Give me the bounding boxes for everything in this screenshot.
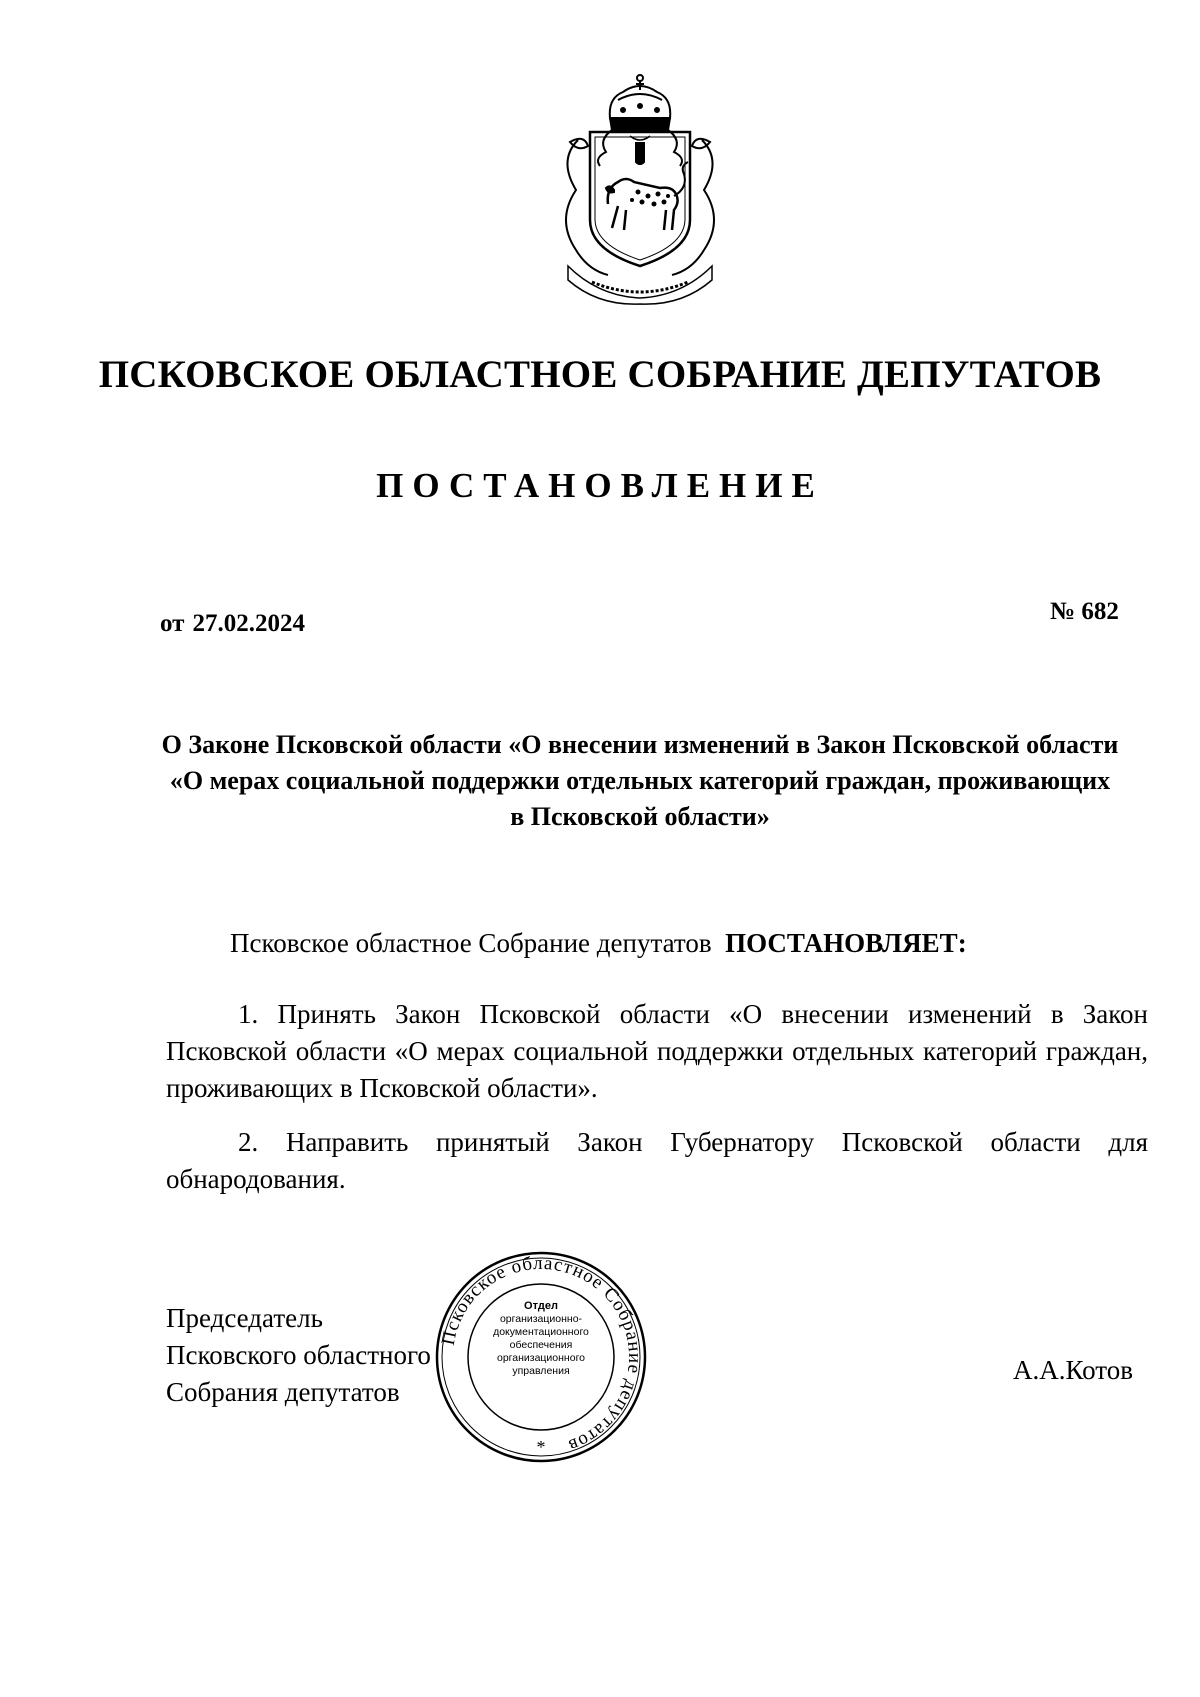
date-prefix: от <box>160 610 185 637</box>
signer-line-2: Псковского областного <box>166 1340 431 1370</box>
resolution-item-2 <box>166 1124 1148 1198</box>
document-type-heading: ПОСТАНОВЛЕНИЕ <box>376 466 824 505</box>
item-text: Принять Закон Псковской области «О внесении изменений в Закон Псковской области «О мерах социальной поддержки отдельных категорий граждан, проживающих в Псковской области». <box>166 999 1148 1103</box>
document-date <box>160 610 305 638</box>
document-subject: О Законе Псковской области «О внесении изменений в Закон Псковской области «О мерах социальной поддержки отдельных категорий граждан, проживающих в Псковской области» <box>161 730 1119 831</box>
preamble-keyword: ПОСТАНОВЛЯЕТ: <box>725 928 967 958</box>
svg-text:*: * <box>536 1437 546 1457</box>
document-number: № 682 <box>1050 598 1119 625</box>
item-number: 2. <box>238 1127 259 1157</box>
stamp-inner-text: Отдел организационно- документационного обеспечения организационного управления <box>493 1300 589 1377</box>
organization-title: ПСКОВСКОЕ ОБЛАСТНОЕ СОБРАНИЕ ДЕПУТАТОВ <box>98 353 1102 396</box>
pskov-coat-of-arms-icon <box>548 70 732 305</box>
signer-line-1: Председатель <box>166 1303 323 1333</box>
date-value: 27.02.2024 <box>192 610 305 637</box>
resolution-item-1 <box>166 996 1148 1107</box>
item-number: 1. <box>238 999 259 1029</box>
signer-block <box>166 1300 431 1411</box>
signer-line-3: Собрания депутатов <box>166 1377 400 1407</box>
stamp-ring-text: Псковское областное Собрание депутатов <box>437 1252 646 1457</box>
preamble <box>230 928 967 959</box>
preamble-text: Псковское областное Собрание депутатов <box>230 928 712 958</box>
signer-name: А.А.Котов <box>1013 1355 1133 1385</box>
item-text: Направить принятый Закон Губернатору Псковской области для обнародования. <box>166 1127 1149 1194</box>
